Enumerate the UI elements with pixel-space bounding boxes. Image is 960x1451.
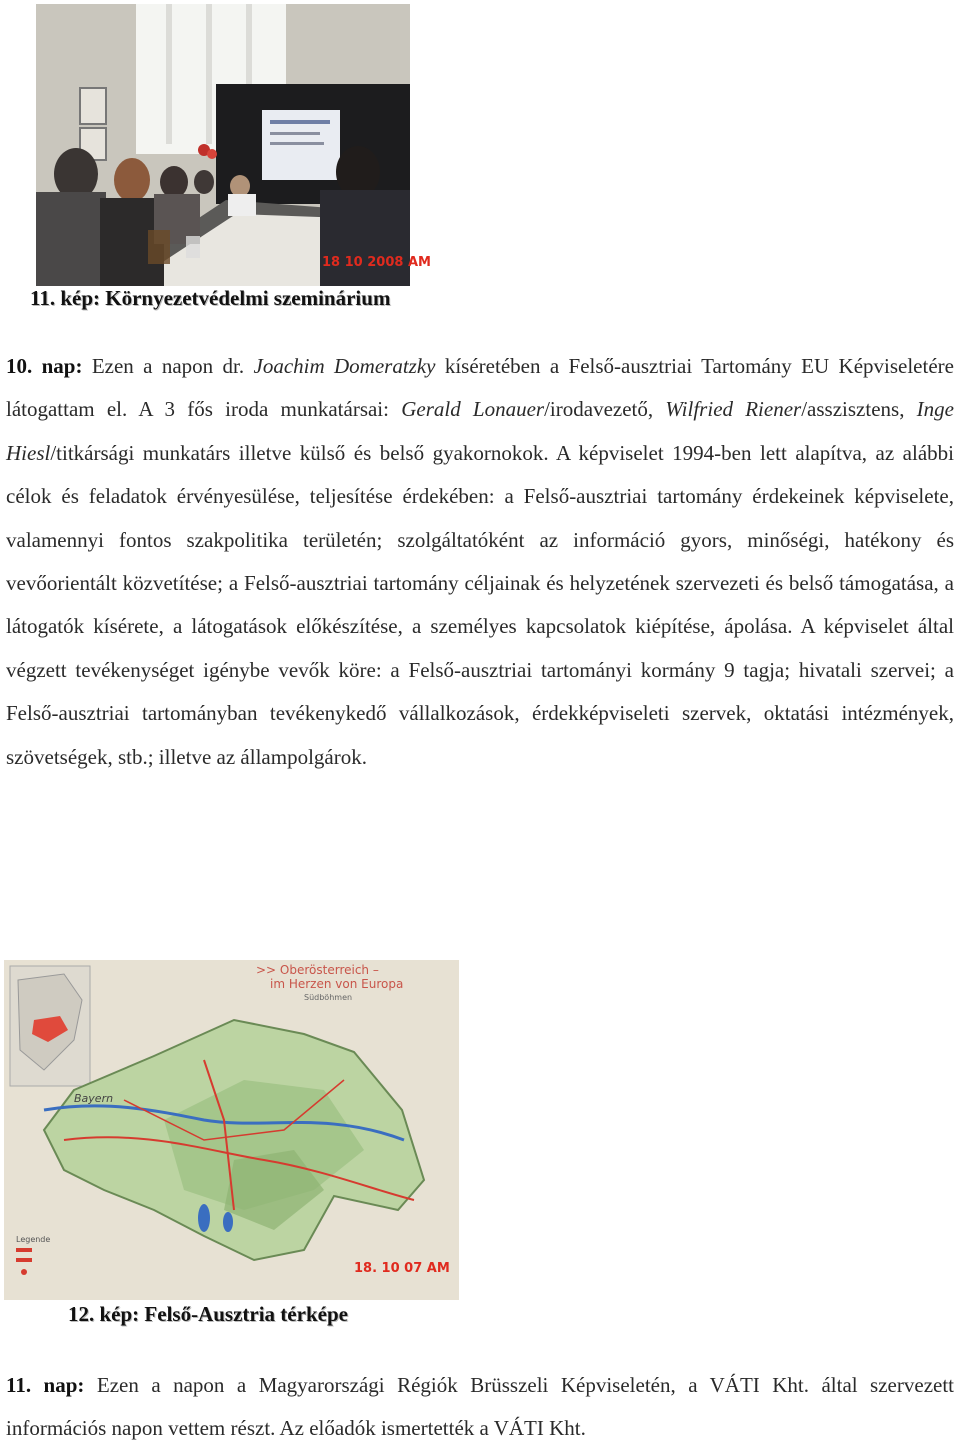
person-name-hiesl: Inge Hiesl [6,397,954,465]
map-subtitle: Südböhmen [304,993,353,1002]
day10-text-5: /titkársági munkatárs illetve külső és belső gyakornokok. A képviselet 1994-ben lett alapítva, az alábbi célok és feladatok érvényesülése, teljesítése érdekében: a Felső-ausztriai tartomány érdekeinek képviselete, valamennyi fontos szakpolitika területén; szolgáltatóként az információ gyors, minőségi, hatékony és vevőorientált közvetítése; a Felső-ausztriai tartomány céljainak és helyzetének szervezeti és belső támogatása, a látogatók kísérete, a látogatások előkészítése, a személyes kapcsolatok kiépítése, ápolása. A képviselet által végzett tevékenységet igénybe vevők köre: a Felső-ausztriai tartományi kormány 9 tagja; hivatali szervei; a Felső-ausztriai tartományban tevékenykedő vállalkozások, érdekképviseleti szervek, oktatási intézmények, szövetségek, stb.; illetve az állampolgárok. [6,440,954,769]
upper-austria-map [4,960,459,1300]
day10-text-2: kíséretében a Felső-ausztriai Tartomány EU Képviseletére látogattam el. A 3 fős iroda munkatársai: [6,354,954,422]
photo2-date-stamp: 18. 10 07 AM [354,1261,450,1276]
person-name-domeratzky: Joachim Domeratzky [253,354,436,378]
seminar-photo [36,4,431,286]
day11-label: 11. nap: [6,1373,85,1397]
day10-paragraph [6,345,954,779]
day11-paragraph [6,1364,954,1451]
person-name-lonauer: Gerald Lonauer [401,397,545,422]
day10-label: 10. nap: [6,354,83,378]
seminar-scene [36,4,431,286]
photo2-caption: 12. kép: Felső-Ausztria térképe [68,1302,348,1326]
map-photo [4,960,459,1300]
map-title-1: >> Oberösterreich – [256,963,379,977]
day11-text: Ezen a napon a Magyarországi Régiók Brüsszeli Képviseletén, a VÁTI Kht. által szervezett információs napon vettem részt. Az előadók ismertették a VÁTI Kht. [6,1373,955,1441]
day10-text-1: Ezen a napon dr. [82,354,254,378]
map-region-bayern: Bayern [74,1092,114,1105]
photo1-date-stamp: 18 10 2008 AM [322,255,431,270]
day10-text-4: /asszisztens, [801,397,917,422]
map-legend-title: Legende [16,1235,51,1244]
map-title-2: im Herzen von Europa [270,977,404,991]
photo1-caption: 11. kép: Környezetvédelmi szeminárium [30,286,391,310]
day10-text-3: /irodavezető, [544,397,666,422]
person-name-riener: Wilfried Riener [665,397,802,422]
